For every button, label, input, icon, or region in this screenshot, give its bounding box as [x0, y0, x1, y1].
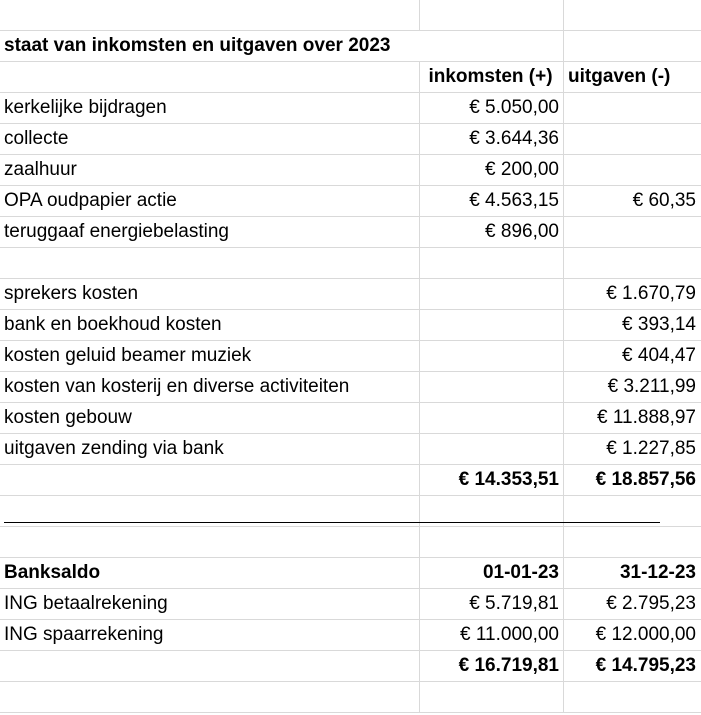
expense-value[interactable]: € 1.227,85	[563, 434, 700, 464]
row-label[interactable]: ING betaalrekening	[4, 593, 168, 614]
income-value[interactable]	[419, 310, 561, 340]
bank-header-row[interactable]	[0, 558, 701, 589]
table-row[interactable]	[0, 124, 701, 155]
row-label[interactable]: kosten gebouw	[4, 407, 132, 428]
income-value[interactable]	[419, 341, 561, 371]
expense-value[interactable]	[563, 217, 700, 247]
empty-cell[interactable]	[419, 682, 561, 712]
income-value[interactable]: € 5.050,00	[419, 93, 561, 123]
expense-value[interactable]	[563, 124, 700, 154]
expense-value[interactable]: € 404,47	[563, 341, 700, 371]
income-value[interactable]: € 4.563,15	[419, 186, 561, 216]
bank-date-end[interactable]: 31-12-23	[563, 558, 700, 588]
bank-end-value[interactable]: € 2.795,23	[563, 589, 700, 619]
income-value[interactable]	[419, 372, 561, 402]
row-label[interactable]: OPA oudpapier actie	[4, 190, 177, 211]
row-label[interactable]: collecte	[4, 128, 69, 149]
empty-row[interactable]	[0, 527, 701, 558]
income-value[interactable]: € 896,00	[419, 217, 561, 247]
table-row[interactable]	[0, 372, 701, 403]
bank-title[interactable]: Banksaldo	[4, 562, 101, 583]
table-row[interactable]	[0, 186, 701, 217]
income-value[interactable]	[419, 403, 561, 433]
bank-totals-row[interactable]	[0, 651, 701, 682]
expense-value[interactable]: € 11.888,97	[563, 403, 700, 433]
expense-value[interactable]	[563, 93, 700, 123]
bank-total-end[interactable]: € 14.795,23	[563, 651, 700, 681]
table-row[interactable]	[0, 403, 701, 434]
row-label[interactable]: kerkelijke bijdragen	[4, 97, 167, 118]
bank-start-value[interactable]: € 11.000,00	[419, 620, 561, 650]
expense-header[interactable]: uitgaven (-)	[563, 62, 700, 92]
empty-cell[interactable]	[419, 527, 561, 557]
empty-cell[interactable]	[563, 0, 700, 30]
expense-value[interactable]: € 393,14	[563, 310, 700, 340]
expense-total[interactable]: € 18.857,56	[563, 465, 700, 495]
empty-cell[interactable]	[563, 248, 700, 278]
expense-value[interactable]: € 60,35	[563, 186, 700, 216]
row-label[interactable]: kosten van kosterij en diverse activiteiten	[4, 376, 350, 397]
income-value[interactable]: € 3.644,36	[419, 124, 561, 154]
table-row[interactable]	[0, 217, 701, 248]
income-value[interactable]: € 200,00	[419, 155, 561, 185]
bank-date-start[interactable]: 01-01-23	[419, 558, 561, 588]
table-row[interactable]	[0, 310, 701, 341]
table-row[interactable]	[0, 620, 701, 651]
expense-value[interactable]	[563, 155, 700, 185]
row-label[interactable]: zaalhuur	[4, 159, 77, 180]
expense-value[interactable]: € 3.211,99	[563, 372, 700, 402]
empty-cell[interactable]	[563, 682, 700, 712]
empty-cell[interactable]	[563, 31, 700, 61]
table-row[interactable]	[0, 341, 701, 372]
empty-row[interactable]	[0, 248, 701, 279]
empty-row[interactable]	[0, 0, 701, 31]
income-value[interactable]	[419, 434, 561, 464]
table-row[interactable]	[0, 434, 701, 465]
empty-cell[interactable]	[419, 248, 561, 278]
row-label[interactable]: sprekers kosten	[4, 283, 139, 304]
bank-start-value[interactable]: € 5.719,81	[419, 589, 561, 619]
income-total[interactable]: € 14.353,51	[419, 465, 561, 495]
income-header[interactable]: inkomsten (+)	[419, 62, 561, 92]
totals-row[interactable]	[0, 465, 701, 496]
bank-total-start[interactable]: € 16.719,81	[419, 651, 561, 681]
empty-cell[interactable]	[419, 0, 561, 30]
row-label[interactable]: uitgaven zending via bank	[4, 438, 224, 459]
empty-cell[interactable]	[563, 527, 700, 557]
title-row[interactable]	[0, 31, 701, 62]
row-label[interactable]: kosten geluid beamer muziek	[4, 345, 252, 366]
empty-row[interactable]	[0, 682, 701, 713]
table-row[interactable]	[0, 93, 701, 124]
header-row[interactable]	[0, 62, 701, 93]
table-row[interactable]	[0, 589, 701, 620]
row-label[interactable]: bank en boekhoud kosten	[4, 314, 222, 335]
row-label[interactable]: ING spaarrekening	[4, 624, 164, 645]
row-label[interactable]: teruggaaf energiebelasting	[4, 221, 230, 242]
bank-end-value[interactable]: € 12.000,00	[563, 620, 700, 650]
expense-value[interactable]: € 1.670,79	[563, 279, 700, 309]
income-value[interactable]	[419, 279, 561, 309]
divider-line	[4, 522, 660, 523]
table-row[interactable]	[0, 279, 701, 310]
sheet-title[interactable]: staat van inkomsten en uitgaven over 2023	[4, 35, 391, 56]
table-row[interactable]	[0, 155, 701, 186]
